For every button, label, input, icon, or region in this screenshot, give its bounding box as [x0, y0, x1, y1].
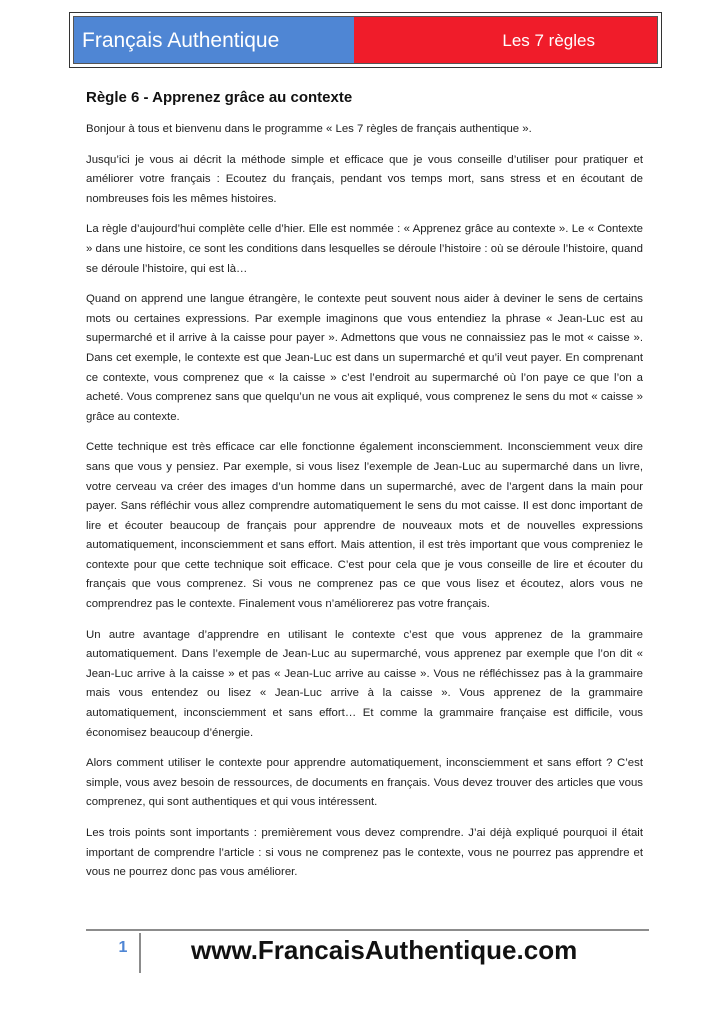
page-header	[69, 12, 662, 68]
article-title: Règle 6 - Apprenez grâce au contexte	[86, 89, 353, 106]
paragraph-technique: Cette technique est très efficace car elle fonctionne également inconsciemment. Inconsciemment veux dire sans que vous y pensiez. Par exemple, si vous lisez l’exemple de Jean-Luc au supermarché dans un livre, votre cerveau va créer des images d’un homme dans un supermarché, avec de l’argent dans la main pour payer. Sans réfléchir vous allez comprendre automatiquement le sens du mot caisse. Il est donc important de lire et écouter beaucoup de français pour apprendre de nouveaux mots et de nouvelles expressions automatiquement, inconsciemment et sans effort. Mais attention, il est très important que vous compreniez le contexte pour que cette technique soit efficace. C’est pour cela que je vous conseille de lire et écouter du français que vous comprenez. Si vous ne comprenez pas ce que vous lisez et écoutez, alors vous ne comprendrez pas le contexte. Finalement vous n’améliorerez pas votre français.	[86, 441, 643, 611]
paragraph-example: Quand on apprend une langue étrangère, le contexte peut souvent nous aider à deviner le sens de certains mots ou certaines expressions. Par exemple imaginons que vous entendiez la phrase « Jean-Luc est au supermarché et il arrive à la caisse pour payer ». Admettons que vous ne connaissiez pas le mot « caisse ». Dans cet exemple, le contexte est que Jean-Luc est dans un supermarché et qu’il veut payer. En comprenant ce contexte, vous comprenez que « la caisse » c’est l’endroit au supermarché où l’on paye ce que l’on a acheté. Vous comprenez sans que quelqu’un ne vous ait expliqué, vous comprenez le sens du mot « caisse » grâce au contexte.	[86, 293, 643, 423]
paragraph-greeting: Bonjour à tous et bienvenu dans le programme « Les 7 règles de français authentique ».	[86, 123, 532, 135]
article-body	[86, 88, 643, 894]
page-header-frame	[73, 16, 658, 64]
page-number: 1	[118, 939, 128, 956]
footer-divider	[139, 933, 141, 973]
header-brand: Français Authentique	[74, 17, 354, 63]
paragraph-how-to: Alors comment utiliser le contexte pour apprendre automatiquement, inconsciemment et sans effort ? C’est simple, vous avez besoin de ressources, de documents en français. Vous devez trouver des articles que vous comprenez, qui sont authentiques et qui vous intéressent.	[86, 757, 643, 809]
paragraph-rule-intro: La règle d’aujourd’hui complète celle d’hier. Elle est nommée : « Apprenez grâce au contexte ». Le « Contexte » dans une histoire, ce sont les conditions dans lesquelles se déroule l’histoire : où se déroule l’histoire, quand se déroule l’histoire, qui est là…	[86, 223, 643, 275]
paragraph-grammar: Un autre avantage d’apprendre en utilisant le contexte c’est que vous apprenez de la grammaire automatiquement. Dans l’exemple de Jean-Luc au supermarché, vous apprenez par exemple que l’on dit « Jean-Luc arrive à la caisse » et pas « Jean-Luc arrive au caisse ». Vous ne réfléchissez pas à la grammaire mais vous entendez ou lisez « Jean-Luc arrive à la caisse ». Vous apprenez de la grammaire automatiquement, inconsciemment et sans effort… Et comme la grammaire française est difficile, vous économisez beaucoup d’énergie.	[86, 628, 643, 739]
page-footer	[86, 929, 649, 981]
paragraph-three-points: Les trois points sont importants : premièrement vous devez comprendre. J’ai déjà expliqué pourquoi il était important de comprendre l’article : si vous ne comprenez pas le contexte, vous ne pourrez pas apprendre et vous ne pourrez donc pas vous améliorer.	[86, 827, 643, 879]
paragraph-recap: Jusqu’ici je vous ai décrit la méthode simple et efficace que je vous conseille d’utiliser pour pratiquer et améliorer votre français : Ecoutez du français, pendant vos temps mort, sans stress et en écoutant de nombreuses fois les mêmes histoires.	[86, 153, 643, 205]
header-series-title: Les 7 règles	[354, 17, 657, 63]
website-url[interactable]: www.FrancaisAuthentique.com	[191, 935, 578, 965]
